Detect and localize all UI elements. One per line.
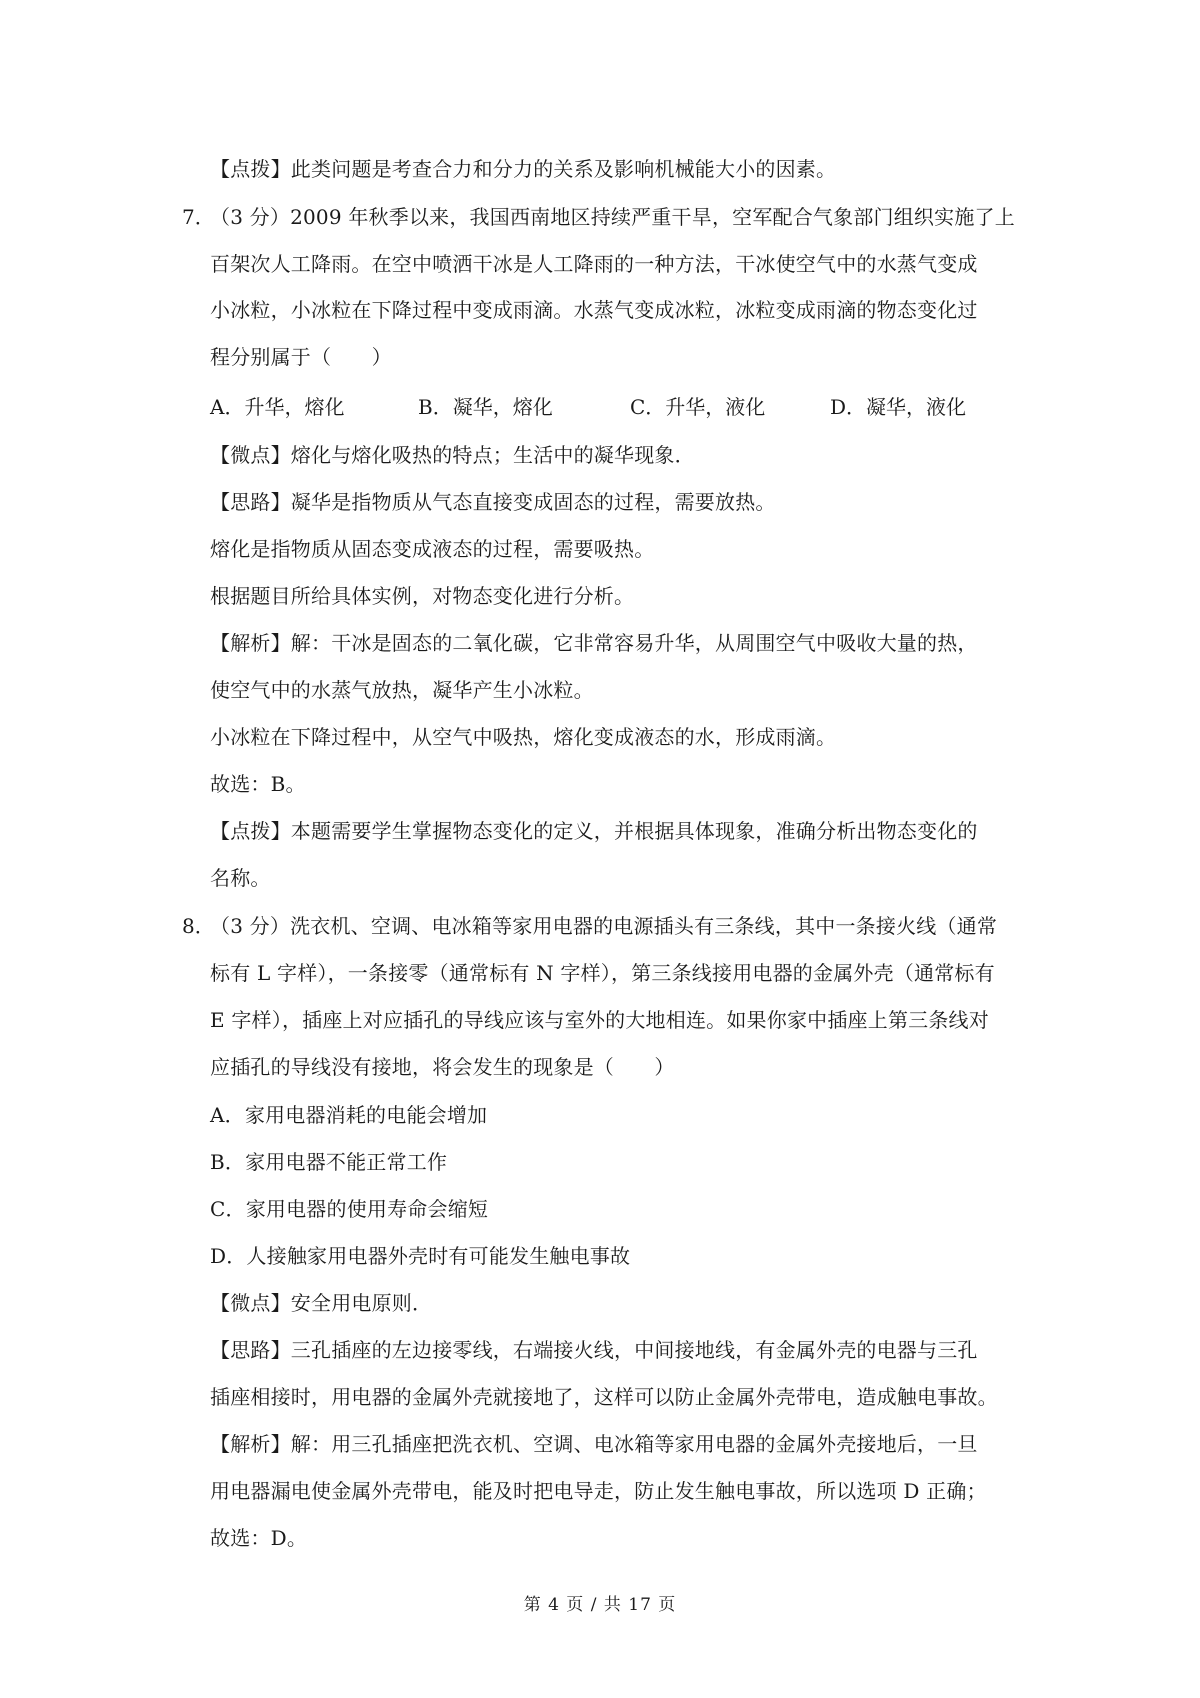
question-7-dianbo-line: 【点拨】本题需要学生掌握物态变化的定义，并根据具体现象，准确分析出物态变化的 [210,819,978,843]
question-8-option-d: D．人接触家用电器外壳时有可能发生触电事故 [210,1244,631,1268]
page-footer: 第 4 页 / 共 17 页 [523,1595,677,1615]
question-7-silu-line: 【思路】凝华是指物质从气态直接变成固态的过程，需要放热。 [210,490,776,514]
question-7-stem-line: （3 分）2009 年秋季以来，我国西南地区持续严重干旱，空军配合气象部门组织实施了上 [210,205,1015,229]
question-8-jiexi-line: 用电器漏电使金属外壳带电，能及时把电导走，防止发生触电事故，所以选项 D 正确； [210,1479,987,1503]
question-7-jiexi-line: 小冰粒在下降过程中，从空气中吸热，熔化变成液态的水，形成雨滴。 [210,725,837,749]
question-8-weidian: 【微点】安全用电原则． [210,1291,433,1315]
question-8-silu-line: 【思路】三孔插座的左边接零线，右端接火线，中间接地线，有金属外壳的电器与三孔 [210,1338,978,1362]
question-7-jiexi-line: 【解析】解：干冰是固态的二氧化碳，它非常容易升华，从周围空气中吸收大量的热， [210,631,978,655]
question-7-option-b: B．凝华，熔化 [418,395,553,419]
question-7-stem-line: 程分别属于（ ） [210,345,392,369]
question-7-jiexi-line: 使空气中的水蒸气放热，凝华产生小冰粒。 [210,678,594,702]
question-7-stem-line: 小冰粒，小冰粒在下降过程中变成雨滴。水蒸气变成冰粒，冰粒变成雨滴的物态变化过 [210,298,978,322]
question-7-stem-line: 百架次人工降雨。在空中喷洒干冰是人工降雨的一种方法，干冰使空气中的水蒸气变成 [210,252,978,276]
question-8-stem-line: （3 分）洗衣机、空调、电冰箱等家用电器的电源插头有三条线，其中一条接火线（通常 [210,914,998,938]
question-8-stem-line: E 字样），插座上对应插孔的导线应该与室外的大地相连。如果你家中插座上第三条线对 [210,1008,989,1032]
question-7-silu-line: 根据题目所给具体实例，对物态变化进行分析。 [210,584,635,608]
question-7-option-d: D．凝华，液化 [830,395,967,419]
question-8-stem-line: 应插孔的导线没有接地，将会发生的现象是（ ） [210,1055,675,1079]
question-8-stem-line: 标有 L 字样），一条接零（通常标有 N 字样），第三条线接用电器的金属外壳（通常标有 [210,961,995,985]
question-8-number: 8． [182,914,215,938]
question-8-option-a: A．家用电器消耗的电能会增加 [210,1103,488,1127]
question-8-option-c: C．家用电器的使用寿命会缩短 [210,1197,489,1221]
question-8-answer: 故选：D。 [210,1526,308,1550]
question-7-answer: 故选：B。 [210,772,306,796]
question-7-option-a: A．升华，熔化 [210,395,345,419]
question-7-number: 7． [182,205,215,229]
question-7-options [210,394,1010,420]
question-8-option-b: B．家用电器不能正常工作 [210,1150,448,1174]
question-7-dianbo-line: 名称。 [210,866,271,890]
question-8-jiexi-line: 【解析】解：用三孔插座把洗衣机、空调、电冰箱等家用电器的金属外壳接地后，一旦 [210,1432,978,1456]
prev-question-dianbo: 【点拨】此类问题是考查合力和分力的关系及影响机械能大小的因素。 [210,157,837,181]
question-7-option-c: C．升华，液化 [630,395,766,419]
question-7-weidian: 【微点】熔化与熔化吸热的特点；生活中的凝华现象． [210,443,695,467]
question-8-silu-line: 插座相接时，用电器的金属外壳就接地了，这样可以防止金属外壳带电，造成触电事故。 [210,1385,998,1409]
question-7-silu-line: 熔化是指物质从固态变成液态的过程，需要吸热。 [210,537,655,561]
